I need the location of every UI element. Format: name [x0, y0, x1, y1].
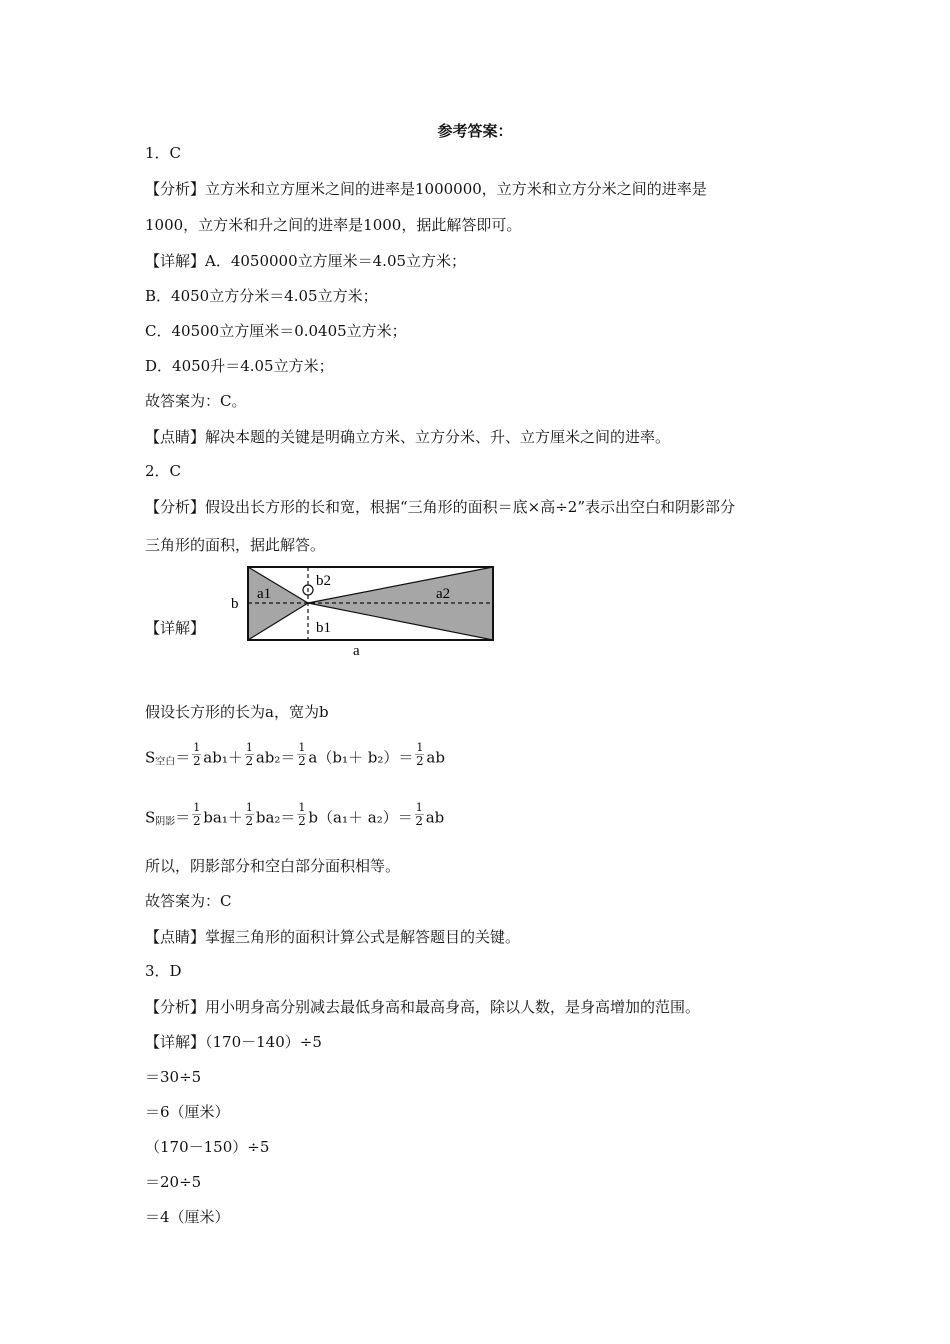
label-b: b — [231, 596, 239, 612]
q1-detail-b: B．4050立方分米＝4.05立方米； — [145, 287, 378, 305]
label-b2: b2 — [316, 573, 331, 589]
q3-answer: 3．D — [145, 962, 182, 980]
fraction-half: $\frac{1}{2}$ — [245, 801, 254, 828]
q1-analysis-line1: 【分析】立方米和立方厘米之间的进率是1000000，立方米和立方分米之间的进率是 — [145, 180, 707, 198]
fraction-half: $\frac{1}{2}$ — [192, 801, 201, 828]
q3-analysis: 【分析】用小明身高分别减去最低身高和最高身高，除以人数，是身高增加的范围。 — [145, 998, 701, 1016]
label-a1: a1 — [257, 586, 272, 602]
fraction-half: $\frac{1}{2}$ — [415, 801, 424, 828]
formula-shade-term2: ba₂＝ — [255, 808, 296, 827]
formula-blank-s: S — [145, 748, 156, 767]
formula-blank-term4: ab — [426, 748, 445, 767]
fraction-half: $\frac{1}{2}$ — [192, 741, 201, 768]
q2-conclusion: 故答案为：C — [145, 892, 232, 910]
q1-detail-c: C．40500立方厘米＝0.0405立方米； — [145, 322, 407, 340]
q3-step1: 【详解】（170－140）÷5 — [145, 1033, 322, 1051]
q1-analysis-line2: 1000，立方米和升之间的进率是1000，据此解答即可。 — [145, 216, 522, 234]
formula-blank-area — [145, 741, 445, 773]
formula-shade-s: S — [145, 808, 156, 827]
q3-step6: ＝4（厘米） — [145, 1208, 230, 1226]
formula-shade-area — [145, 801, 445, 833]
formula-blank-eq: ＝ — [175, 748, 191, 767]
label-a: a — [353, 643, 360, 658]
rectangle-triangles-diagram — [223, 562, 503, 658]
q1-conclusion: 故答案为：C。 — [145, 392, 247, 410]
q2-analysis-line1: 【分析】假设出长方形的长和宽，根据“三角形的面积＝底×高÷2”表示出空白和阴影部分 — [145, 498, 736, 516]
label-a2: a2 — [436, 586, 451, 602]
q1-detail-d: D．4050升＝4.05立方米； — [145, 357, 334, 375]
formula-shade-term1: ba₁＋ — [203, 808, 243, 827]
q2-assume: 假设长方形的长为a，宽为b — [145, 703, 329, 721]
formula-shade-term4: ab — [425, 808, 445, 827]
fraction-half: $\frac{1}{2}$ — [416, 741, 424, 768]
fraction-half: $\frac{1}{2}$ — [245, 741, 254, 768]
formula-shade-sub: 阴影 — [155, 816, 176, 828]
q2-so: 所以，阴影部分和空白部分面积相等。 — [145, 857, 401, 875]
formula-shade-term3: b（a₁＋ a₂）＝ — [308, 808, 413, 827]
label-b1: b1 — [316, 620, 331, 636]
q3-step4: （170－150）÷5 — [145, 1138, 270, 1156]
formula-blank-term1: ab₁＋ — [203, 748, 243, 767]
page-title: 参考答案： — [437, 122, 513, 140]
q3-step5: ＝20÷5 — [145, 1173, 202, 1191]
q1-tip: 【点睛】解决本题的关键是明确立方米、立方分米、升、立方厘米之间的进率。 — [145, 428, 671, 446]
formula-blank-sub: 空白 — [155, 756, 176, 768]
q1-answer: 1．C — [145, 144, 182, 162]
q2-tip: 【点睛】掌握三角形的面积计算公式是解答题目的关键。 — [145, 928, 521, 946]
fraction-half: $\frac{1}{2}$ — [298, 741, 306, 768]
formula-blank-term3: a（b₁＋ b₂）＝ — [308, 748, 414, 767]
q2-analysis-line2: 三角形的面积，据此解答。 — [145, 536, 326, 554]
formula-shade-eq: ＝ — [175, 808, 191, 827]
q3-step2: ＝30÷5 — [145, 1068, 202, 1086]
formula-blank-term2: ab₂＝ — [255, 748, 296, 767]
q3-step3: ＝6（厘米） — [145, 1103, 230, 1121]
q2-answer: 2．C — [145, 462, 182, 480]
q1-detail-a: 【详解】A．4050000立方厘米＝4.05立方米； — [145, 252, 467, 270]
q2-detail-label: 【详解】 — [145, 619, 206, 637]
fraction-half: $\frac{1}{2}$ — [298, 801, 306, 828]
